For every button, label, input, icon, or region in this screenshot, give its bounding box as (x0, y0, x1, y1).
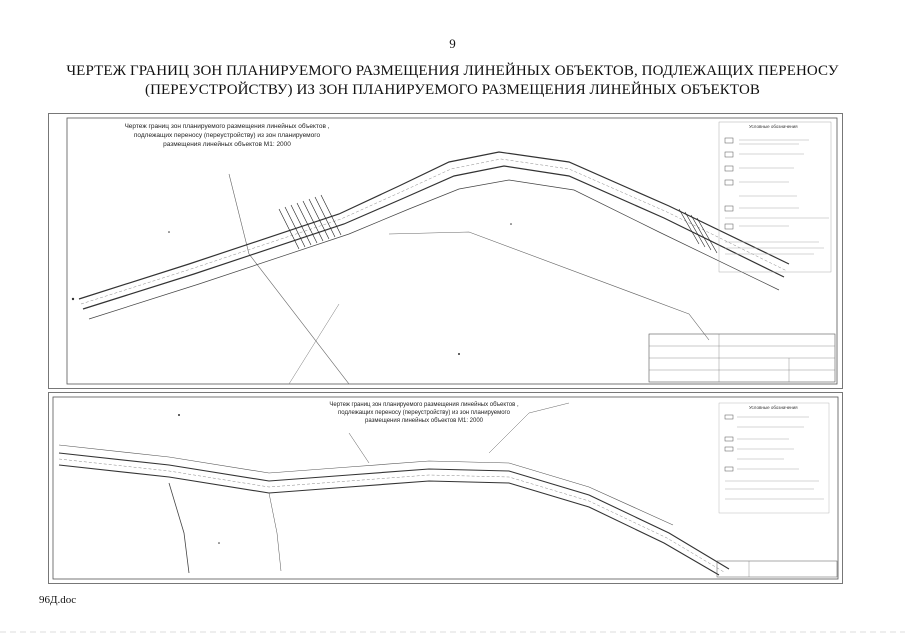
title-line-1: ЧЕРТЕЖ ГРАНИЦ ЗОН ПЛАНИРУЕМОГО РАЗМЕЩЕНИЯ ЛИНЕЙНЫХ ОБЪЕКТОВ, ПОДЛЕЖАЩИХ ПЕРЕНОСУ (66, 63, 839, 79)
map-drawing-top (49, 114, 842, 388)
file-name: 96Д.doc (39, 594, 77, 606)
caption-line-1: Чертеж границ зон планируемого размещения линейных объектов , (124, 123, 330, 130)
caption-line-3: размещения линейных объектов М1: 2000 (365, 418, 483, 424)
document-title (20, 62, 885, 100)
drawing-caption-bottom (299, 401, 549, 425)
page-number: 9 (449, 36, 456, 51)
scan-noise-line (0, 630, 905, 634)
caption-line-2: подлежащих переносу (переустройству) из зон планируемого (133, 132, 321, 139)
drawing-caption-top (107, 122, 347, 149)
drawing-sheet-top (48, 113, 843, 389)
drawing-sheet-bottom (48, 392, 843, 584)
legend-title-bottom: Условные обозначения (749, 405, 798, 410)
legend-title-top: Условные обозначения (749, 124, 798, 129)
caption-line-3: размещения линейных объектов М1: 2000 (163, 141, 291, 148)
title-line-2: (ПЕРЕУСТРОЙСТВУ) ИЗ ЗОН ПЛАНИРУЕМОГО РАЗМЕЩЕНИЯ ЛИНЕЙНЫХ ОБЪЕКТОВ (144, 82, 760, 98)
caption-line-1: Чертеж границ зон планируемого размещения линейных объектов , (329, 402, 519, 408)
caption-line-2: подлежащих переносу (переустройству) из зон планируемого (338, 410, 510, 416)
